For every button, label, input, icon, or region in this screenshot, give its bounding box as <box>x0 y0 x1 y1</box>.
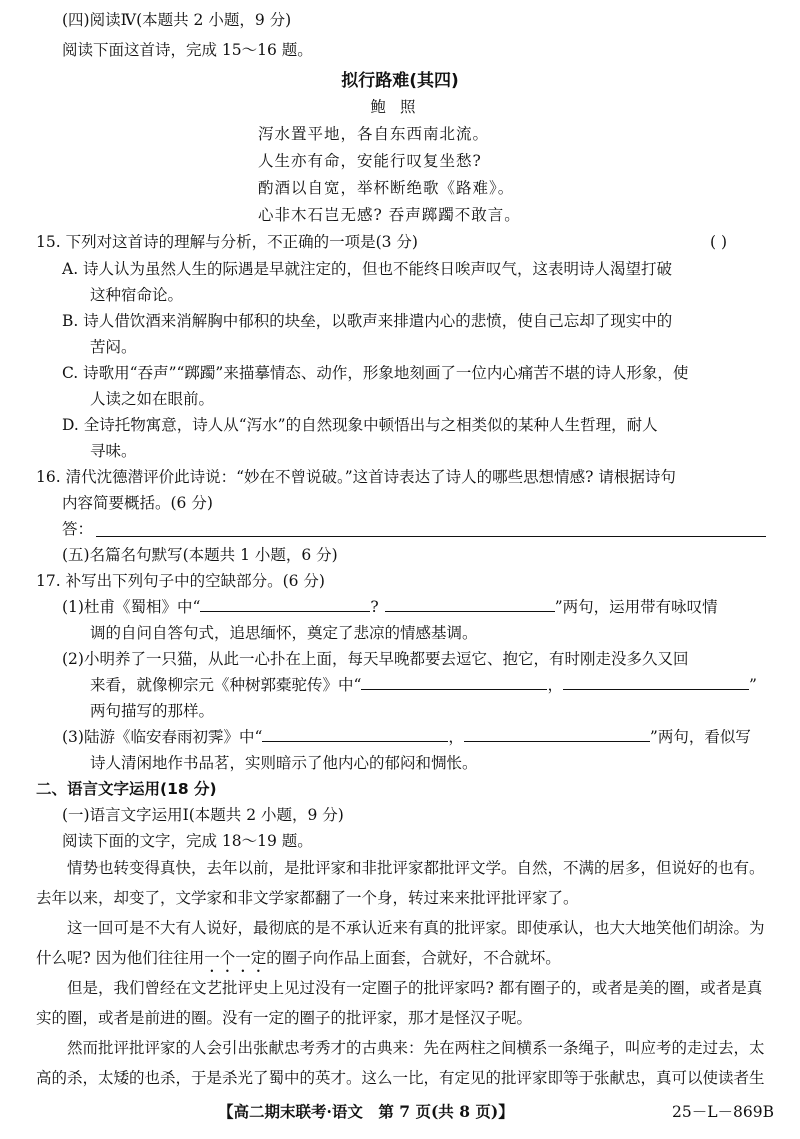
fill-blank[interactable] <box>200 596 370 612</box>
passage-text: 的圈子向作品上面套，合就好，不合就坏。 <box>266 949 561 967</box>
part-2-text: 来看，就像柳宗元《种树郭橐驼传》中“ <box>90 676 362 694</box>
section-heading: (四)阅读Ⅳ(本题共 2 小题，9 分) <box>62 11 292 29</box>
part-1-text: (1)杜甫《蜀相》中“ <box>62 598 201 616</box>
question-15-stem: 15. 下列对这首诗的理解与分析，不正确的一项是(3 分) <box>36 233 418 251</box>
fill-blank[interactable] <box>464 726 650 742</box>
part-heading: 二、语言文字运用(18 分) <box>36 780 217 798</box>
part-3-text: (3)陆游《临安春雨初霁》中“ <box>62 728 263 746</box>
question-16-stem: 16. 清代沈德潜评价此诗说：“妙在不曾说破。”这首诗表达了诗人的哪些思想情感? 请根据诗句 <box>36 468 676 486</box>
option-d-cont: 寻味。 <box>90 442 137 460</box>
passage-paragraph <box>36 913 766 976</box>
fill-blank[interactable] <box>361 674 547 690</box>
footer-code: 25－L－869B <box>672 1103 774 1121</box>
option-c-cont: 人读之如在眼前。 <box>90 390 215 408</box>
fill-blank[interactable] <box>385 596 555 612</box>
question-16-stem-cont: 内容简要概括。(6 分) <box>62 494 213 512</box>
part-3-text: ”两句，看似写 <box>649 728 751 746</box>
section-heading: (一)语言文字运用Ⅰ(本题共 2 小题，9 分) <box>62 806 344 824</box>
part-3-mark: ， <box>448 728 464 746</box>
option-a: A. 诗人认为虽然人生的际遇是早就注定的，但也不能终日唉声叹气，这表明诗人渴望打破 <box>62 260 673 278</box>
passage-paragraph: 情势也转变得真快，去年以前，是批评家和非批评家都批评文学。自然，不满的居多，但说好的也有。去年以来，却变了，文学家和非文学家都翻了一个身，转过来来批评批评家了。 <box>36 859 765 907</box>
part-2-mark: ， <box>547 676 563 694</box>
section-intro: 阅读下面这首诗，完成 15～16 题。 <box>62 41 313 59</box>
question-17-part-3 <box>62 725 751 749</box>
part-1-mark: ? <box>370 598 379 616</box>
answer-line[interactable] <box>96 536 766 537</box>
option-b: B. 诗人借饮酒来消解胸中郁积的块垒，以歌声来排遣内心的悲愤，使自己忘却了现实中的 <box>62 312 673 330</box>
poem-line: 酌酒以自宽，举杯断绝歌《路难》。 <box>258 179 515 197</box>
fill-blank[interactable] <box>262 726 448 742</box>
option-b-cont: 苦闷。 <box>90 338 137 356</box>
part-1-text: ”两句，运用带有咏叹情 <box>554 598 718 616</box>
poem-line: 心非木石岂无感? 吞声踯躅不敢言。 <box>258 206 521 224</box>
poem-author: 鲍照 <box>370 98 430 116</box>
section-intro: 阅读下面的文字，完成 18～19 题。 <box>62 832 313 850</box>
answer-bracket[interactable]: ( ) <box>710 233 728 251</box>
poem-title: 拟行路难(其四) <box>341 71 459 91</box>
fill-blank[interactable] <box>563 674 749 690</box>
section-heading: (五)名篇名句默写(本题共 1 小题，6 分) <box>62 546 338 564</box>
question-17-part-1 <box>62 595 718 619</box>
poem-line: 人生亦有命，安能行叹复坐愁? <box>258 152 482 170</box>
option-c: C. 诗歌用“吞声”“踯躅”来描摹情态、动作，形象地刻画了一位内心痛苦不堪的诗人形象，使 <box>62 364 689 382</box>
footer-page-info: 【高二期末联考·语文 第 7 页(共 8 页)】 <box>218 1102 514 1121</box>
answer-label: 答： <box>62 520 94 538</box>
passage-paragraph: 然而批评批评家的人会引出张献忠考秀才的古典来：先在两柱之间横系一条绳子，叫应考的走过去，太高的杀，太矮的也杀，于是杀光了蜀中的英才。这么一比，有定见的批评家即等于张献忠，真可以使读者生 <box>36 1039 765 1087</box>
question-17-stem: 17. 补写出下列句子中的空缺部分。(6 分) <box>36 572 325 590</box>
passage-paragraph: 但是，我们曾经在文艺批评史上见过没有一定圈子的批评家吗? 都有圈子的，或者是美的圈，或者是真实的圈，或者是前进的圈。没有一定的圈子的批评家，那才是怪汉子呢。 <box>36 979 763 1027</box>
question-17-part-2: (2)小明养了一只猫，从此一心扑在上面，每天早晚都要去逗它、抱它，有时刚走没多久又回 <box>62 650 689 668</box>
part-2-mark: ” <box>748 676 757 694</box>
emphasized-text: 一个一定 <box>204 949 267 967</box>
question-17-part-2-cont <box>90 673 757 697</box>
question-17-part-2-end: 两句描写的那样。 <box>90 702 215 720</box>
option-d: D. 全诗托物寓意，诗人从“泻水”的自然现象中顿悟出与之相类似的某种人生哲理，耐人 <box>62 416 658 434</box>
question-17-part-3-cont: 诗人清闲地作书品茗，实则暗示了他内心的郁闷和惆怅。 <box>90 754 478 772</box>
poem-line: 泻水置平地，各自东西南北流。 <box>258 125 490 143</box>
question-17-part-1-cont: 调的自问自答句式，追思缅怀，奠定了悲凉的情感基调。 <box>90 624 478 642</box>
option-a-cont: 这种宿命论。 <box>90 286 184 304</box>
passage-text: 这一回可是不大有人说好，最彻底的是不承认近来有真的批评家。即使承认，也大大地笑他们胡涂。为什么呢? 因为他们往往用 <box>36 919 765 967</box>
